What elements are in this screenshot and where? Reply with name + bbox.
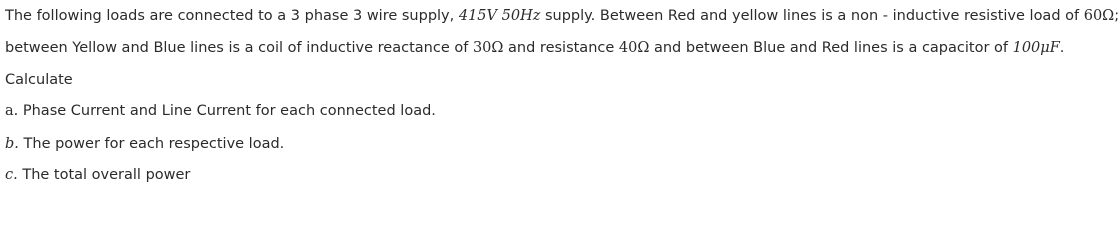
line2-text-2: and resistance [503, 40, 619, 56]
question-line-1 [5, 6, 1119, 26]
list-marker-b: b. [5, 136, 19, 152]
list-marker-c: c. [5, 167, 18, 183]
list-item-b [5, 134, 284, 154]
line2-text-3: and between Blue and Red lines is a capacitor of [649, 40, 1013, 56]
question-line-2 [5, 38, 1064, 58]
line1-text-1: The following loads are connected to a 3 phase 3 wire supply, [5, 8, 459, 24]
list-text-b: The power for each respective load. [18, 136, 285, 152]
inductive-reactance-value: 30Ω [472, 40, 504, 56]
list-item-c [5, 165, 190, 185]
line1-text-2: supply. Between Red and yellow lines is a non - inductive resistive load of [540, 8, 1084, 24]
line1-text-3: ; [1114, 8, 1119, 24]
coil-resistance-value: 40Ω [618, 40, 650, 56]
resistive-load-value: 60Ω [1083, 8, 1115, 24]
line2-text-4: . [1059, 40, 1065, 56]
calculate-heading: Calculate [5, 72, 73, 88]
list-text-a: Phase Current and Line Current for each connected load. [18, 103, 436, 119]
list-marker-a: a. [5, 103, 19, 119]
list-item-a [5, 101, 436, 121]
list-text-c: The total overall power [17, 167, 191, 183]
line2-text-1: between Yellow and Blue lines is a coil of inductive reactance of [5, 40, 473, 56]
supply-voltage-formula: 415V 50Hz [458, 8, 541, 24]
capacitor-value: 100μF [1012, 40, 1060, 56]
